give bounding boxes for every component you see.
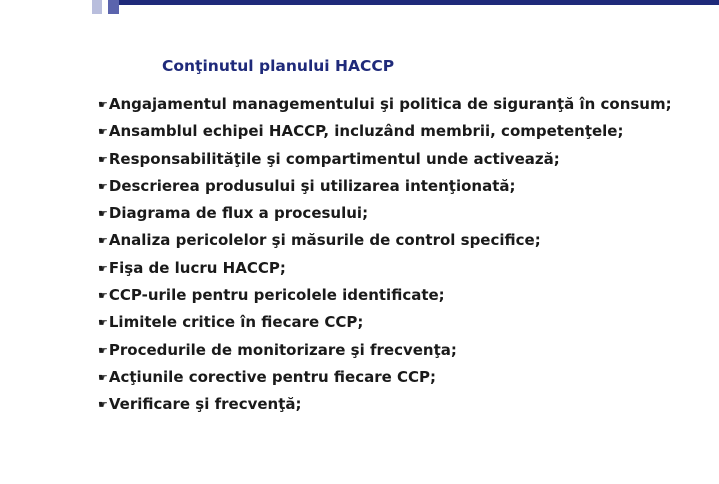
list-item — [98, 121, 713, 142]
pointing-hand-icon: ☛ — [98, 125, 108, 139]
content-list — [98, 94, 713, 422]
pointing-hand-icon: ☛ — [98, 207, 108, 221]
list-item — [98, 285, 713, 306]
header-decoration-square-dark — [108, 0, 119, 14]
list-item-text: Acţiunile corective pentru fiecare CCP; — [108, 367, 437, 386]
pointing-hand-icon: ☛ — [98, 398, 108, 412]
list-item-text: Diagrama de flux a procesului; — [108, 204, 369, 223]
header-decoration-square-light — [92, 0, 102, 14]
list-item — [98, 258, 713, 279]
list-item — [98, 312, 713, 333]
list-item-text: Descrierea produsului şi utilizarea intenţionată; — [108, 176, 516, 195]
pointing-hand-icon: ☛ — [98, 152, 108, 166]
list-item-text: Angajamentul managementului şi politica de siguranţă în consum; — [108, 95, 672, 113]
pointing-hand-icon: ☛ — [98, 234, 108, 248]
list-item — [98, 367, 713, 388]
list-item-text: Verificare şi frecvenţă; — [108, 395, 302, 414]
pointing-hand-icon: ☛ — [98, 343, 108, 357]
list-item-text: Fişa de lucru HACCP; — [108, 258, 286, 277]
list-item-text: Responsabilităţile şi compartimentul unde activează; — [108, 149, 560, 168]
list-item — [98, 149, 713, 170]
list-item-text: Analiza pericolelor şi măsurile de control specifice; — [108, 231, 541, 250]
pointing-hand-icon: ☛ — [98, 316, 108, 330]
pointing-hand-icon: ☛ — [98, 261, 108, 275]
list-item-text: Ansamblul echipei HACCP, incluzând membrii, competenţele; — [108, 122, 624, 141]
slide-title: Conţinutul planului HACCP — [162, 57, 395, 75]
pointing-hand-icon: ☛ — [98, 179, 108, 193]
list-item — [98, 203, 713, 224]
list-item-text: Procedurile de monitorizare şi frecvenţa; — [108, 340, 457, 359]
list-item — [98, 176, 713, 197]
list-item — [98, 230, 713, 251]
list-item-text: Limitele critice în fiecare CCP; — [108, 313, 364, 332]
header-decoration-line — [119, 0, 719, 5]
pointing-hand-icon: ☛ — [98, 370, 108, 384]
pointing-hand-icon: ☛ — [98, 289, 108, 303]
list-item-text: CCP-urile pentru pericolele identificate; — [108, 286, 445, 305]
list-item — [98, 394, 713, 415]
pointing-hand-icon: ☛ — [98, 98, 108, 111]
list-item — [98, 340, 713, 361]
list-item — [98, 94, 713, 115]
